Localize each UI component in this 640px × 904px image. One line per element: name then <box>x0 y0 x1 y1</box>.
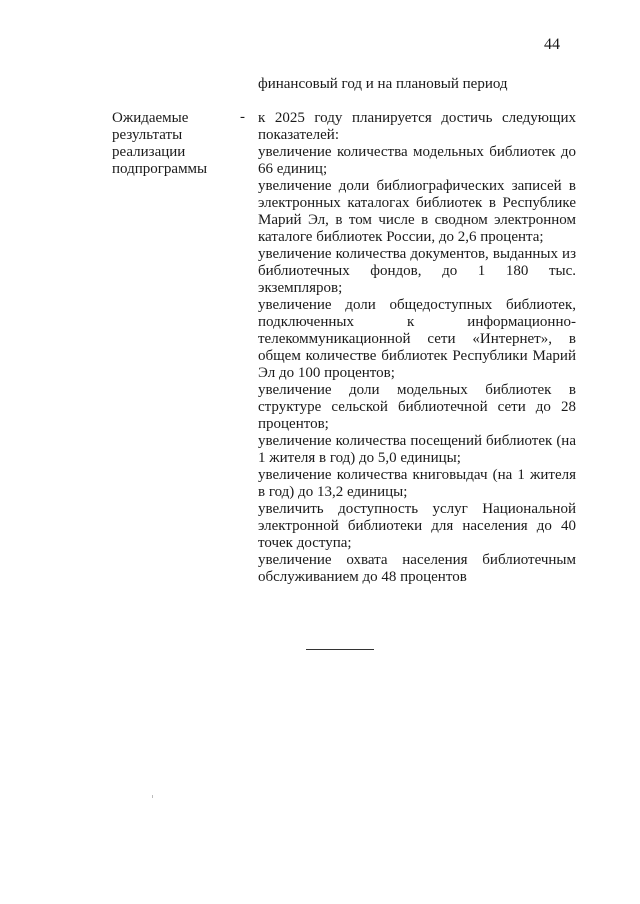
result-paragraph: увеличение доли модельных библиотек в структуре сельской библиотечной сети до 28 процентов; <box>258 382 576 432</box>
result-paragraph: к 2025 году планируется достичь следующих показателей: <box>258 110 576 143</box>
result-paragraph: увеличение количества посещений библиотек (на 1 жителя в год) до 5,0 единицы; <box>258 433 576 466</box>
section-label <box>112 110 232 178</box>
section-label-line: результаты <box>112 127 183 143</box>
section-label-line: Ожидаемые <box>112 110 189 126</box>
expected-results <box>258 110 576 586</box>
result-paragraph: увеличение количества модельных библиотек до 66 единиц; <box>258 144 576 177</box>
result-paragraph: увеличить доступность услуг Национальной электронной библиотеки для населения до 40 точек доступа; <box>258 501 576 551</box>
page-number: 44 <box>544 36 560 53</box>
scan-mark <box>152 795 153 798</box>
result-paragraph: увеличение количества документов, выданных из библиотечных фондов, до 1 180 тыс. экземпляров; <box>258 246 576 296</box>
result-paragraph: увеличение количества книговыдач (на 1 жителя в год) до 13,2 единицы; <box>258 467 576 500</box>
result-paragraph: увеличение доли общедоступных библиотек, подключенных к информационно-телекоммуникационной сети «Интернет», в общем количестве библиотек Республики Марий Эл до 100 процентов; <box>258 297 576 381</box>
end-divider <box>306 649 374 650</box>
result-paragraph: увеличение доли библиографических записей в электронных каталогах библиотек в Республике Марий Эл, в том числе в сводном электронном каталоге библиотек России, до 2,6 процента; <box>258 178 576 245</box>
continuation-text: финансовый год и на плановый период <box>258 76 508 92</box>
result-paragraph: увеличение охвата населения библиотечным обслуживанием до 48 процентов <box>258 552 576 585</box>
section-label-line: реализации <box>112 144 186 160</box>
section-label-line: подпрограммы <box>112 161 208 177</box>
label-dash: - <box>240 109 245 125</box>
